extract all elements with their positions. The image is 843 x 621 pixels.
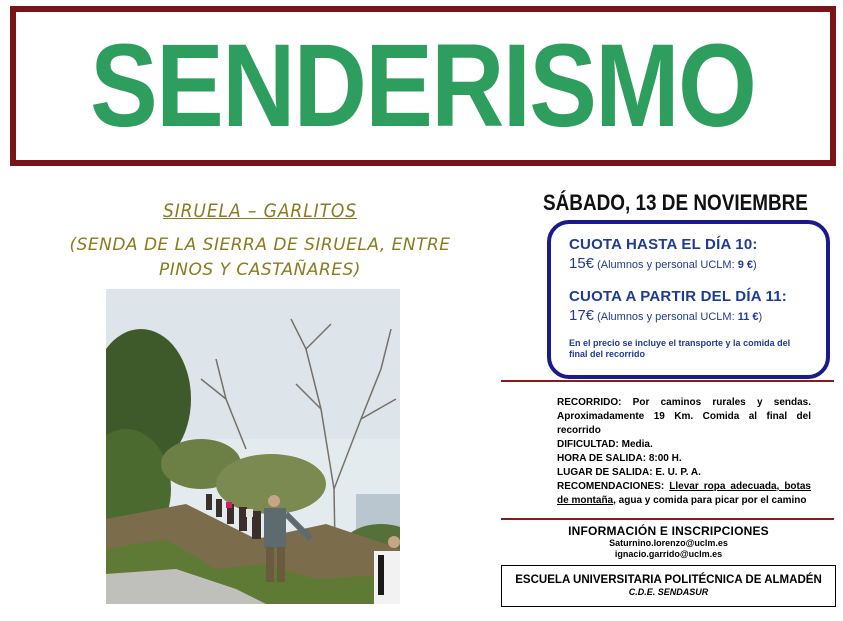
departure-place-detail	[557, 466, 811, 480]
departure-place-value: E. U. P. A.	[652, 467, 701, 478]
route-title: SIRUELA – GARLITOS	[162, 200, 358, 222]
hikers-photo-illustration	[106, 289, 400, 604]
info-heading: INFORMACIÓN E INSCRIPCIONES	[568, 524, 769, 538]
late-fee-close: )	[758, 311, 763, 323]
route-subtitle: (SENDA DE LA SIERRA DE SIRUELA, ENTRE PINOS Y CASTAÑARES)	[69, 235, 451, 280]
late-fee-member-text: (Alumnos y personal UCLM:	[597, 311, 738, 323]
recommendations-underlined: Llevar ropa adecuada, botas de montaña	[557, 481, 811, 506]
recommendations-label: RECOMENDACIONES:	[557, 481, 665, 492]
route-detail	[557, 396, 811, 438]
title-banner	[10, 6, 836, 166]
recommendations-detail	[557, 480, 811, 508]
difficulty-value: Media.	[618, 439, 653, 450]
event-date: SÁBADO, 13 DE NOVIEMBRE	[543, 190, 808, 215]
divider-top	[501, 380, 834, 382]
fee-spacer	[569, 272, 810, 288]
late-fee-price: 17€	[569, 307, 595, 324]
departure-time-detail	[557, 452, 811, 466]
early-fee-heading: CUOTA HASTA EL DÍA 10:	[569, 236, 758, 253]
route-detail-value: Por caminos rurales y sendas. Aproximadamente 19 Km. Comida al final del recorrido	[557, 397, 811, 436]
hikers-photo	[106, 289, 400, 604]
late-fee-member-price: 11 €	[737, 311, 759, 323]
departure-time-label: HORA DE SALIDA:	[557, 453, 647, 464]
early-fee-member-price: 9 €	[737, 259, 753, 271]
early-fee-line	[569, 255, 810, 272]
fee-box	[547, 220, 830, 379]
late-fee-line	[569, 307, 810, 324]
departure-place-label: LUGAR DE SALIDA:	[557, 467, 653, 478]
page-title: SENDERISMO	[90, 20, 756, 152]
contact-email-1[interactable]: Saturnino.lorenzo@uclm.es	[609, 538, 728, 548]
fee-note: En el precio se incluye el transporte y la comida del final del recorrido	[569, 338, 791, 359]
info-section	[502, 524, 835, 560]
organizer-box	[501, 565, 836, 607]
recommendations-rest: , agua y comida para picar por el camino	[613, 495, 807, 506]
early-fee-price: 15€	[569, 255, 595, 272]
route-detail-label: RECORRIDO:	[557, 397, 622, 408]
difficulty-label: DIFICULTAD:	[557, 439, 619, 450]
late-fee-heading: CUOTA A PARTIR DEL DÍA 11:	[569, 288, 787, 305]
trip-details	[557, 396, 811, 508]
early-fee-close: )	[753, 259, 757, 271]
divider-bottom	[501, 518, 834, 520]
organizer-club: C.D.E. SENDASUR	[628, 587, 709, 597]
departure-time-value: 8:00 H.	[646, 453, 682, 464]
organizer-school: ESCUELA UNIVERSITARIA POLITÉCNICA DE ALMADÉN	[515, 572, 822, 586]
difficulty-detail	[557, 438, 811, 452]
contact-email-2[interactable]: ignacio.garrido@uclm.es	[614, 549, 723, 559]
early-fee-member-text: (Alumnos y personal UCLM:	[597, 259, 738, 271]
